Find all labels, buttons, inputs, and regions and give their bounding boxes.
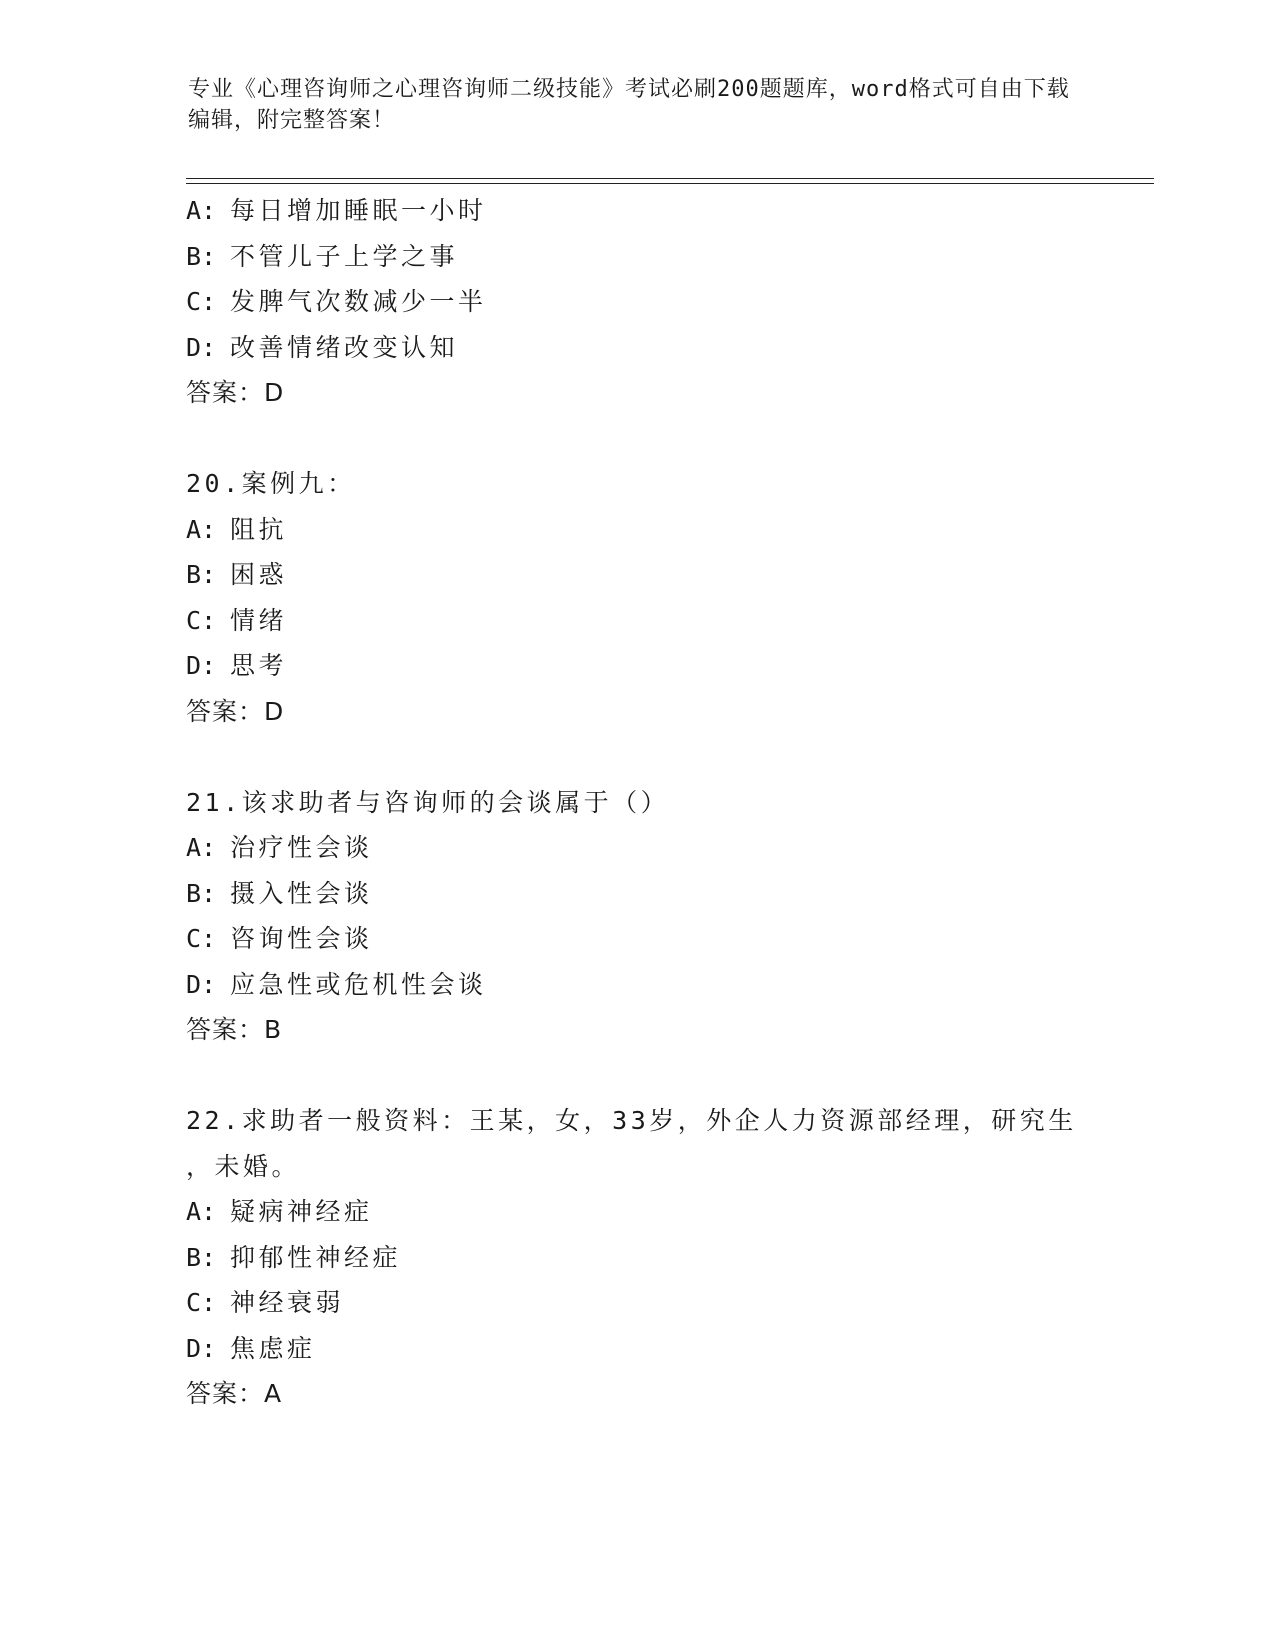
option-text: 抑郁性神经症 — [230, 1242, 402, 1272]
option-text: 困惑 — [230, 560, 288, 589]
option-label: B: — [186, 1242, 217, 1272]
option-d — [186, 643, 1086, 689]
option-text: 神经衰弱 — [230, 1288, 345, 1317]
option-label: A: — [186, 833, 217, 862]
option-label: A: — [186, 1197, 217, 1226]
answer-label: 答案： — [186, 1015, 265, 1044]
option-text: 每日增加睡眠一小时 — [230, 196, 487, 225]
option-a — [186, 825, 1086, 871]
header-divider-top — [186, 178, 1154, 179]
spacer — [186, 1053, 1086, 1099]
option-text: 不管儿子上学之事 — [230, 241, 459, 271]
option-d — [186, 962, 1086, 1008]
option-text: 情绪 — [230, 605, 288, 635]
option-label: C: — [186, 924, 217, 953]
answer-value: B — [264, 1015, 283, 1044]
question-title-continued: ，未婚。 — [186, 1151, 301, 1181]
answer-value: D — [264, 696, 285, 726]
question-21 — [186, 780, 1086, 1053]
option-a — [186, 1189, 1086, 1235]
option-d — [186, 325, 1086, 371]
question-20 — [186, 461, 1086, 734]
option-text: 阻抗 — [230, 514, 288, 544]
option-d — [186, 1326, 1086, 1372]
option-label: C: — [186, 287, 217, 316]
option-b — [186, 552, 1086, 598]
question-title: 21.该求助者与咨询师的会谈属于（） — [186, 787, 670, 817]
option-text: 焦虑症 — [230, 1333, 316, 1363]
header-divider-bottom — [186, 183, 1154, 184]
option-b — [186, 234, 1086, 280]
option-text: 改善情绪改变认知 — [230, 332, 459, 362]
spacer — [186, 416, 1086, 462]
answer-label: 答案： — [186, 696, 265, 726]
question-list — [186, 188, 1086, 1417]
question-19 — [186, 188, 1086, 416]
answer-line — [186, 370, 1086, 416]
question-title: 20.案例九： — [186, 469, 356, 498]
option-c — [186, 279, 1086, 325]
option-b — [186, 1235, 1086, 1281]
option-c — [186, 916, 1086, 962]
option-label: B: — [186, 878, 217, 908]
option-label: B: — [186, 560, 217, 589]
answer-label: 答案： — [186, 1379, 265, 1408]
option-b — [186, 871, 1086, 917]
answer-line — [186, 689, 1086, 735]
option-a — [186, 188, 1086, 234]
option-label: D: — [186, 969, 217, 999]
question-title: 22.求助者一般资料：王某，女，33岁，外企人力资源部经理，研究生 — [186, 1106, 1077, 1135]
option-text: 摄入性会谈 — [230, 878, 373, 908]
answer-label: 答案： — [186, 378, 265, 407]
answer-line — [186, 1007, 1086, 1053]
option-label: C: — [186, 1288, 217, 1317]
option-label: A: — [186, 196, 217, 225]
option-a — [186, 507, 1086, 553]
option-text: 疑病神经症 — [230, 1197, 373, 1226]
answer-value: A — [264, 1379, 283, 1408]
answer-line — [186, 1371, 1086, 1417]
option-text: 应急性或危机性会谈 — [230, 969, 487, 999]
option-label: D: — [186, 1333, 217, 1363]
option-text: 咨询性会谈 — [230, 924, 373, 953]
document-header: 专业《心理咨询师之心理咨询师二级技能》考试必刷200题题库，word格式可自由下载编辑，附完整答案！ — [188, 77, 1070, 133]
question-22 — [186, 1098, 1086, 1417]
option-text: 治疗性会谈 — [230, 833, 373, 862]
option-label: D: — [186, 332, 217, 362]
spacer — [186, 734, 1086, 780]
option-label: B: — [186, 241, 217, 271]
option-text: 发脾气次数减少一半 — [230, 287, 487, 316]
option-label: D: — [186, 651, 217, 680]
option-label: A: — [186, 514, 217, 544]
option-c — [186, 598, 1086, 644]
answer-value: D — [264, 378, 285, 407]
option-text: 思考 — [230, 651, 288, 680]
option-label: C: — [186, 605, 217, 635]
option-c — [186, 1280, 1086, 1326]
